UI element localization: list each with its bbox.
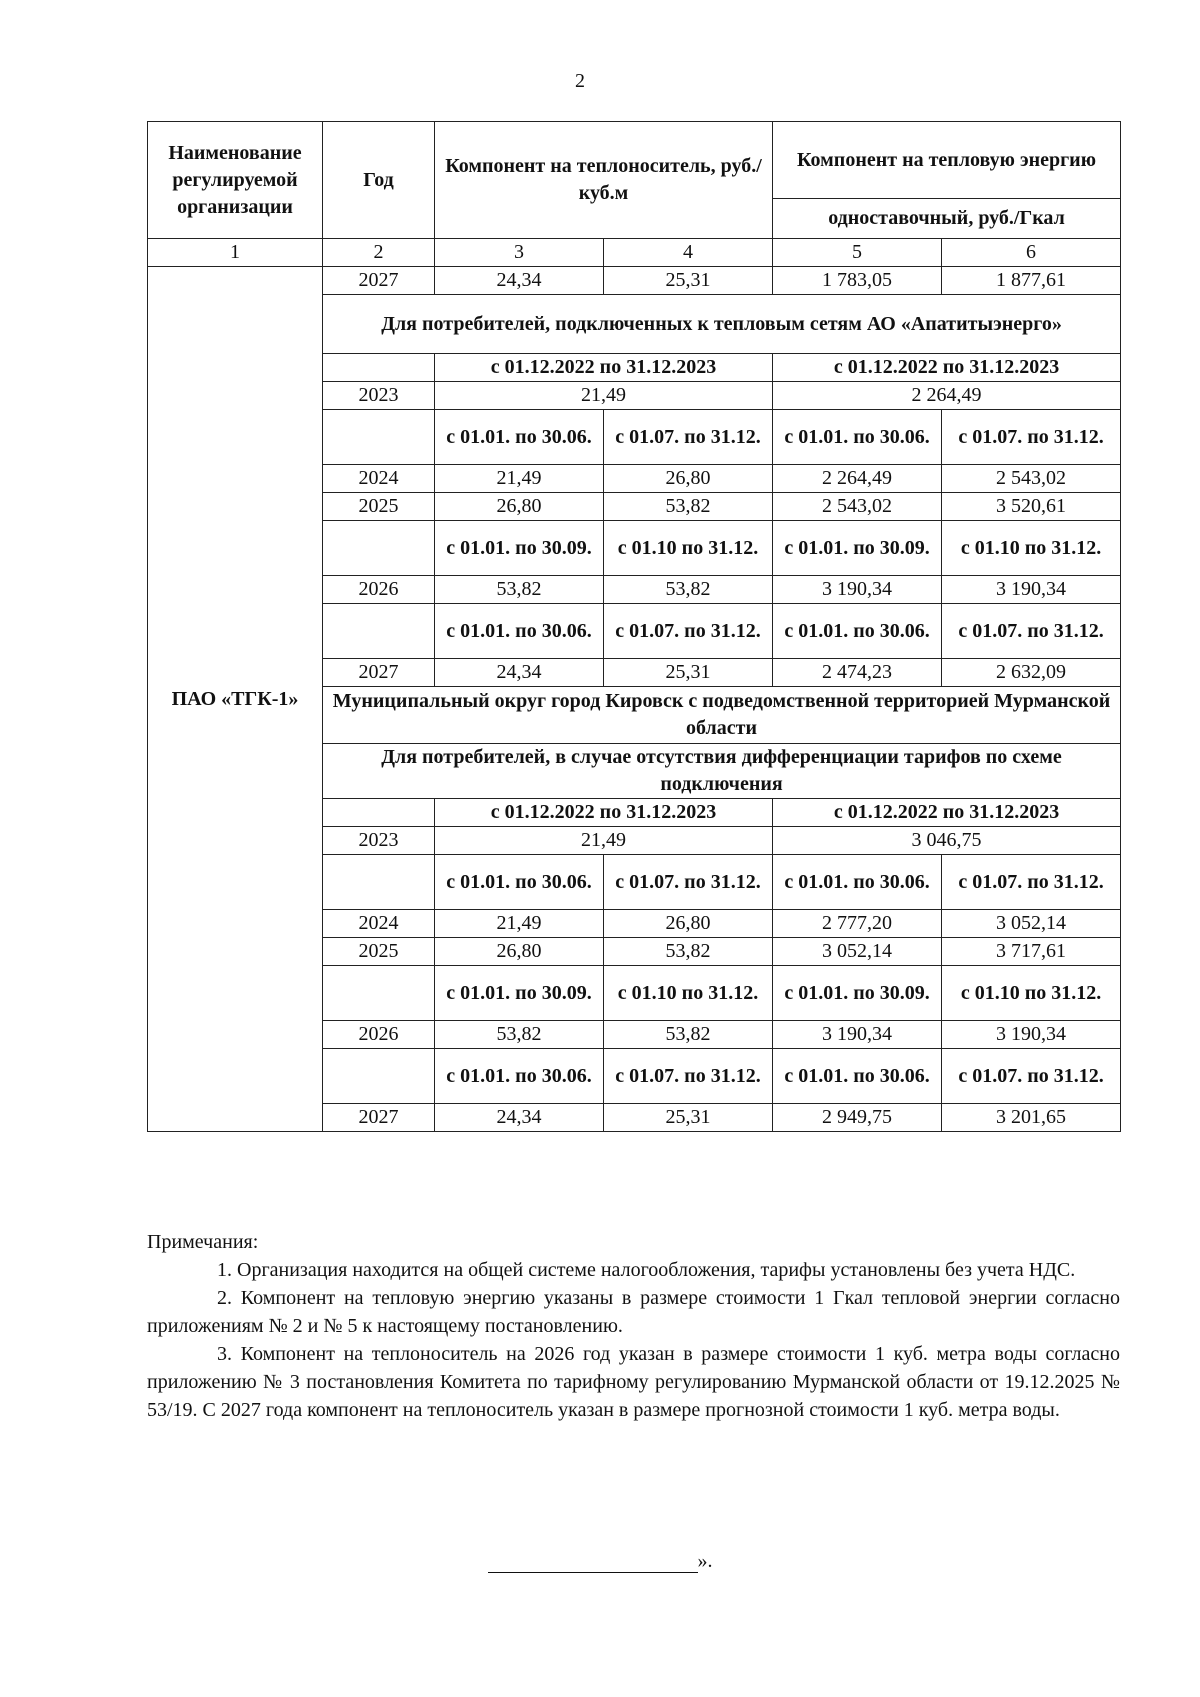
year-cell: 2027 — [323, 1104, 435, 1132]
value-cell: 3 201,65 — [942, 1104, 1121, 1132]
value-cell: 21,49 — [435, 465, 604, 493]
table-row — [148, 267, 1121, 295]
year-cell: 2026 — [323, 1021, 435, 1049]
period-cell: с 01.01. по 30.09. — [773, 966, 942, 1021]
col-num: 1 — [148, 239, 323, 267]
notes — [147, 1228, 1120, 1424]
period-cell: с 01.07. по 31.12. — [604, 604, 773, 659]
value-cell: 3 052,14 — [942, 910, 1121, 938]
value-cell: 3 190,34 — [942, 1021, 1121, 1049]
period-cell: с 01.01. по 30.06. — [773, 1049, 942, 1104]
year-cell: 2023 — [323, 827, 435, 855]
note-item: 3. Компонент на теплоноситель на 2026 год указан в размере стоимости 1 куб. метра воды согласно приложению № 3 постановления Комитета по тарифному регулированию Мурманской области от 19.12.2025 № 53/19. С 2027 года компонент на теплоноситель указан в размере прогнозной стоимости 1 куб. метра воды. — [147, 1343, 1120, 1421]
period-cell: с 01.10 по 31.12. — [604, 521, 773, 576]
value-cell: 2 474,23 — [773, 659, 942, 687]
period-cell: с 01.01. по 30.06. — [773, 604, 942, 659]
col-num: 6 — [942, 239, 1121, 267]
year-cell: 2023 — [323, 382, 435, 410]
period-cell: с 01.12.2022 по 31.12.2023 — [435, 354, 773, 382]
section-title: Муниципальный округ город Кировск с подведомственной территорией Мурманской области — [323, 687, 1121, 744]
value-cell: 1 877,61 — [942, 267, 1121, 295]
value-cell: 53,82 — [435, 576, 604, 604]
year-cell: 2025 — [323, 493, 435, 521]
year-cell: 2027 — [323, 659, 435, 687]
value-cell: 3 190,34 — [773, 576, 942, 604]
period-cell: с 01.07. по 31.12. — [942, 604, 1121, 659]
value-cell: 3 190,34 — [773, 1021, 942, 1049]
value-cell: 53,82 — [604, 1021, 773, 1049]
period-cell: с 01.12.2022 по 31.12.2023 — [435, 799, 773, 827]
value-cell: 3 717,61 — [942, 938, 1121, 966]
value-cell: 53,82 — [435, 1021, 604, 1049]
notes-title: Примечания: — [147, 1231, 259, 1253]
period-cell: с 01.07. по 31.12. — [604, 855, 773, 910]
section-title: Для потребителей, подключенных к тепловым сетям АО «Апатитыэнерго» — [323, 295, 1121, 354]
col-num: 4 — [604, 239, 773, 267]
value-cell: 21,49 — [435, 382, 773, 410]
closing-quote: ». — [697, 1550, 713, 1572]
value-cell: 1 783,05 — [773, 267, 942, 295]
year-cell: 2024 — [323, 465, 435, 493]
period-cell: с 01.12.2022 по 31.12.2023 — [773, 354, 1121, 382]
value-cell: 2 543,02 — [773, 493, 942, 521]
value-cell: 24,34 — [435, 1104, 604, 1132]
closing-line — [0, 1550, 1200, 1573]
period-cell: с 01.01. по 30.09. — [435, 521, 604, 576]
header-row — [148, 122, 1121, 199]
section-subtitle: Для потребителей, в случае отсутствия дифференциации тарифов по схеме подключения — [323, 744, 1121, 799]
value-cell: 53,82 — [604, 493, 773, 521]
period-cell: с 01.10 по 31.12. — [942, 521, 1121, 576]
value-cell: 2 632,09 — [942, 659, 1121, 687]
header-carrier: Компонент на теплоноситель, руб./куб.м — [435, 122, 773, 239]
page-number: 2 — [575, 70, 585, 92]
value-cell: 2 777,20 — [773, 910, 942, 938]
period-cell: с 01.07. по 31.12. — [604, 410, 773, 465]
period-cell: с 01.01. по 30.06. — [435, 1049, 604, 1104]
period-cell: с 01.07. по 31.12. — [942, 1049, 1121, 1104]
value-cell: 24,34 — [435, 267, 604, 295]
period-cell: с 01.07. по 31.12. — [604, 1049, 773, 1104]
col-num: 3 — [435, 239, 604, 267]
value-cell: 3 052,14 — [773, 938, 942, 966]
signature-line — [488, 1550, 698, 1573]
value-cell: 53,82 — [604, 576, 773, 604]
value-cell: 25,31 — [604, 1104, 773, 1132]
year-cell: 2026 — [323, 576, 435, 604]
header-year: Год — [323, 122, 435, 239]
year-cell: 2025 — [323, 938, 435, 966]
header-energy-sub: одноставочный, руб./Гкал — [773, 199, 1121, 239]
note-item: 1. Организация находится на общей системе налогообложения, тарифы установлены без учета НДС. — [217, 1259, 1076, 1281]
value-cell: 26,80 — [604, 465, 773, 493]
value-cell: 25,31 — [604, 267, 773, 295]
value-cell: 2 543,02 — [942, 465, 1121, 493]
org-name: ПАО «ТГК-1» — [148, 267, 323, 1132]
value-cell: 24,34 — [435, 659, 604, 687]
value-cell: 21,49 — [435, 910, 604, 938]
value-cell: 53,82 — [604, 938, 773, 966]
value-cell: 26,80 — [604, 910, 773, 938]
period-cell: с 01.10 по 31.12. — [942, 966, 1121, 1021]
period-cell: с 01.01. по 30.06. — [773, 855, 942, 910]
header-org: Наименование регулируемой организации — [148, 122, 323, 239]
year-cell: 2024 — [323, 910, 435, 938]
value-cell: 26,80 — [435, 493, 604, 521]
value-cell: 2 264,49 — [773, 382, 1121, 410]
period-cell: с 01.07. по 31.12. — [942, 855, 1121, 910]
period-cell: с 01.01. по 30.09. — [773, 521, 942, 576]
value-cell: 21,49 — [435, 827, 773, 855]
tariff-table — [147, 121, 1121, 1132]
value-cell: 3 190,34 — [942, 576, 1121, 604]
period-cell: с 01.12.2022 по 31.12.2023 — [773, 799, 1121, 827]
note-item: 2. Компонент на тепловую энергию указаны в размере стоимости 1 Гкал тепловой энергии согласно приложениям № 2 и № 5 к настоящему постановлению. — [147, 1287, 1120, 1337]
col-num: 5 — [773, 239, 942, 267]
col-num: 2 — [323, 239, 435, 267]
period-cell: с 01.01. по 30.06. — [435, 855, 604, 910]
value-cell: 3 046,75 — [773, 827, 1121, 855]
period-cell: с 01.01. по 30.06. — [435, 604, 604, 659]
value-cell: 2 264,49 — [773, 465, 942, 493]
value-cell: 3 520,61 — [942, 493, 1121, 521]
period-cell: с 01.10 по 31.12. — [604, 966, 773, 1021]
period-cell: с 01.01. по 30.06. — [435, 410, 604, 465]
header-energy: Компонент на тепловую энергию — [773, 122, 1121, 199]
value-cell: 26,80 — [435, 938, 604, 966]
period-cell: с 01.01. по 30.06. — [773, 410, 942, 465]
value-cell: 2 949,75 — [773, 1104, 942, 1132]
value-cell: 25,31 — [604, 659, 773, 687]
period-cell: с 01.07. по 31.12. — [942, 410, 1121, 465]
column-number-row — [148, 239, 1121, 267]
period-cell: с 01.01. по 30.09. — [435, 966, 604, 1021]
year-cell: 2027 — [323, 267, 435, 295]
